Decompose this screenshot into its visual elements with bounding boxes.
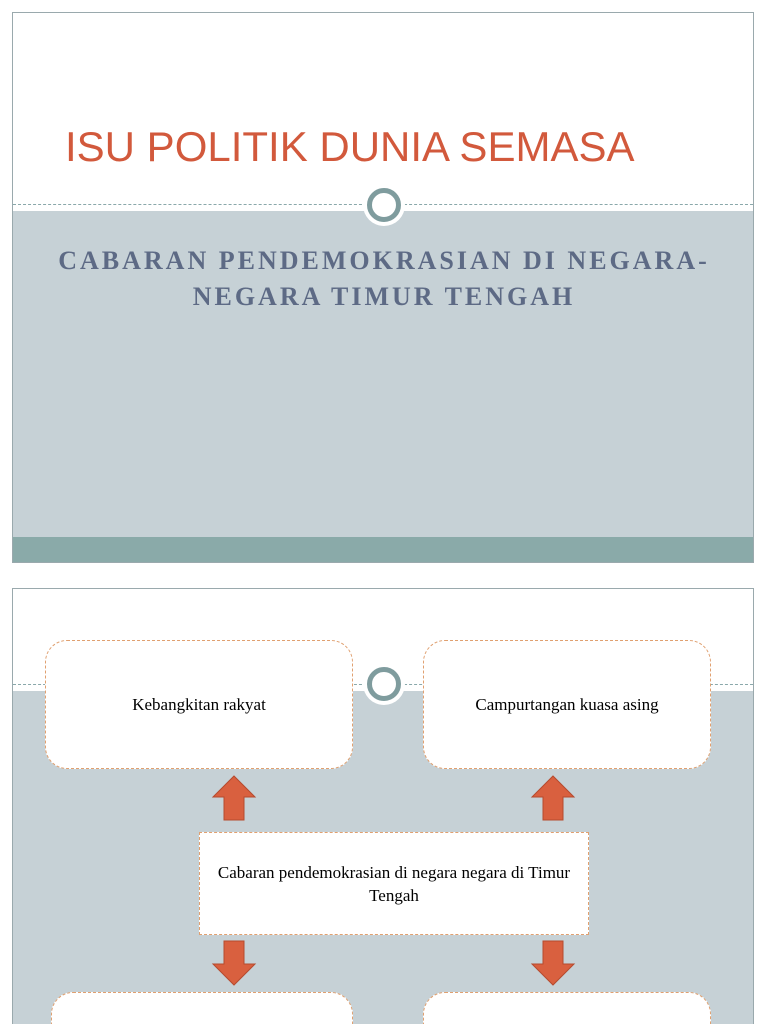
box-label: Campurtangan kuasa asing [475, 694, 659, 714]
footer-bar [13, 537, 753, 563]
slide-subtitle: CABARAN PENDEMOKRASIAN DI NEGARA-NEGARA TIMUR TENGAH [58, 246, 710, 311]
arrow-up-icon [211, 775, 257, 821]
title-slide [12, 12, 754, 563]
box-bottom-left [51, 992, 353, 1024]
center-label: Cabaran pendemokrasian di negara negara di Timur Tengah [217, 862, 571, 905]
diagram-slide [12, 588, 754, 1024]
arrow-down-icon [530, 940, 576, 986]
box-campurtangan-kuasa-asing [423, 640, 711, 769]
slide-title: ISU POLITIK DUNIA SEMASA [65, 123, 635, 170]
circle-ring-icon [367, 667, 401, 701]
arrow-up-icon [530, 775, 576, 821]
center-box-cabaran [199, 832, 589, 935]
arrow-down-icon [211, 940, 257, 986]
box-kebangkitan-rakyat [45, 640, 353, 769]
title-area [13, 13, 753, 205]
circle-ring-icon [367, 188, 401, 222]
box-bottom-right [423, 992, 711, 1024]
box-label: Kebangkitan rakyat [132, 694, 266, 714]
